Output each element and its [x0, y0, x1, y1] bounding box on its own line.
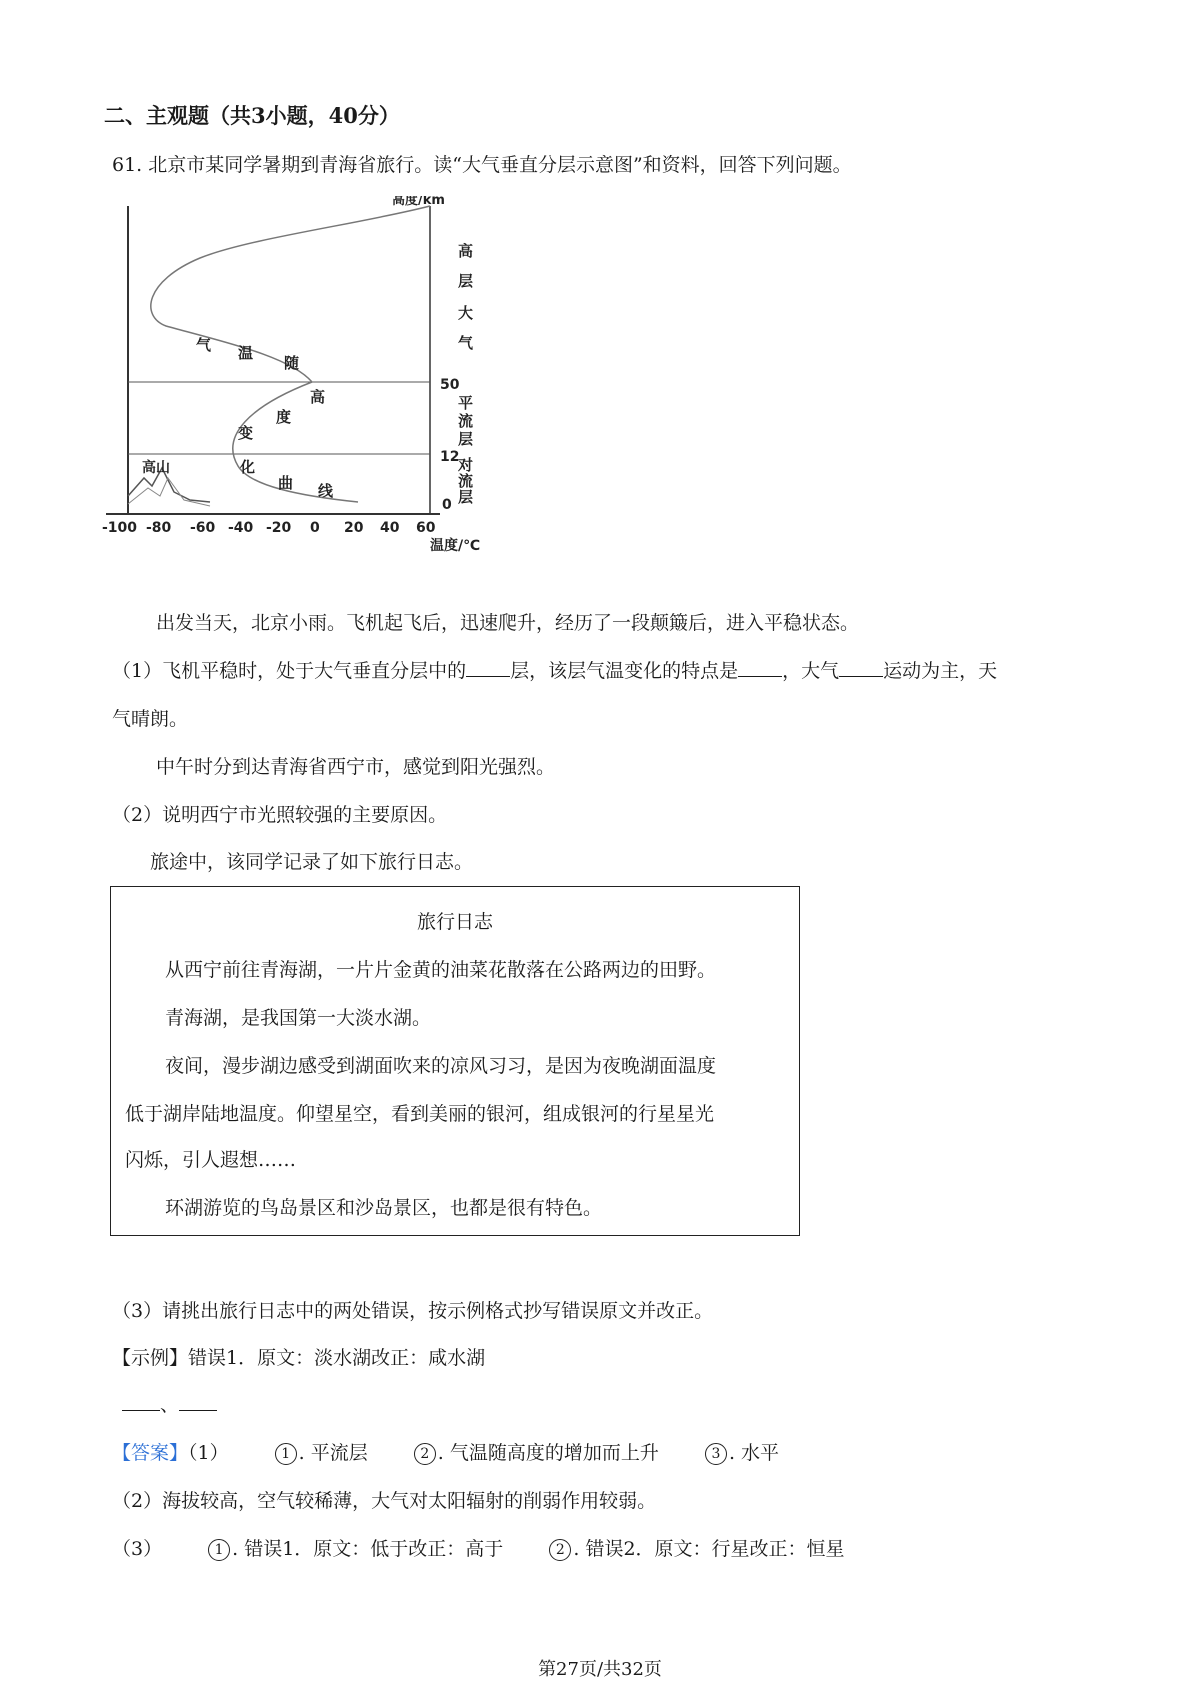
curve-label-char: 度	[276, 408, 292, 426]
answer-3	[112, 1534, 845, 1561]
q1-mid2: ，大气	[782, 660, 840, 682]
travel-log-box	[110, 886, 800, 1236]
curve-label-char: 随	[284, 354, 300, 372]
question-2: （2）说明西宁市光照较强的主要原因。	[112, 804, 448, 826]
example-line: 【示例】错误1．原文：淡水湖改正：咸水湖	[112, 1347, 486, 1369]
question-intro: 61. 北京市某同学暑期到青海省旅行。读“大气垂直分层示意图”和资料，回答下列问题。	[112, 154, 852, 176]
upper-layer-char: 大	[458, 304, 474, 322]
upper-layer-char: 气	[458, 334, 474, 352]
q1-prefix: （1）飞机平稳时，处于大气垂直分层中的	[112, 660, 467, 682]
curve-label-char: 温	[238, 344, 254, 362]
answer-item: . 错误1．原文：低于改正：高于	[232, 1538, 504, 1560]
circled-number: 1	[275, 1443, 297, 1465]
x-tick: 40	[380, 520, 400, 536]
circled-number: 2	[414, 1443, 436, 1465]
travel-log-line: 夜间，漫步湖边感受到湖面吹来的凉风习习，是因为夜晚湖面温度	[165, 1055, 717, 1077]
x-tick: 0	[310, 520, 320, 536]
answer-blank[interactable]	[122, 1392, 160, 1411]
circled-number: 2	[549, 1539, 571, 1561]
tropo-layer-char: 层	[458, 488, 474, 506]
answer-item: . 错误2．原文：行星改正：恒星	[573, 1538, 845, 1560]
circled-number: 3	[705, 1443, 727, 1465]
answer-item: . 气温随高度的增加而上升	[437, 1442, 659, 1464]
tropo-layer-char: 对	[458, 456, 474, 474]
x-tick: -80	[146, 520, 172, 536]
answer-blank[interactable]	[738, 658, 782, 677]
answer-1-prefix: （1）	[188, 1442, 229, 1464]
answer-item: . 水平	[728, 1442, 780, 1464]
curve-label-char: 气	[196, 336, 212, 354]
q1-suffix: 运动为主，天	[883, 660, 998, 682]
answer-blanks-line	[122, 1390, 217, 1417]
paragraph-journal-intro: 旅途中，该同学记录了如下旅行日志。	[150, 851, 474, 873]
travel-log-line: 闪烁，引人遐想……	[125, 1149, 297, 1171]
answer-3-prefix: （3）	[112, 1538, 163, 1560]
tropo-layer-char: 流	[458, 472, 474, 490]
question-1-line2: 气晴朗。	[112, 708, 189, 730]
x-axis-label: 温度/℃	[430, 538, 481, 554]
upper-layer-char: 层	[458, 272, 474, 290]
travel-log-line: 环湖游览的鸟岛景区和沙岛景区，也都是很有特色。	[165, 1197, 603, 1219]
answer-2: （2）海拔较高，空气较稀薄，大气对太阳辐射的削弱作用较弱。	[112, 1490, 657, 1512]
atmosphere-diagram	[100, 196, 500, 591]
strato-layer-char: 流	[458, 412, 474, 430]
x-tick: 60	[416, 520, 436, 536]
x-tick: -60	[190, 520, 216, 536]
x-tick: -20	[266, 520, 292, 536]
q1-mid1: 层，该层气温变化的特点是	[510, 660, 739, 682]
travel-log-title: 旅行日志	[416, 911, 493, 933]
x-tick: 20	[344, 520, 364, 536]
curve-label-char: 变	[238, 424, 254, 442]
question-1	[112, 656, 997, 683]
question-3: （3）请挑出旅行日志中的两处错误，按示例格式抄写错误原文并改正。	[112, 1300, 714, 1322]
curve-label-char: 高	[310, 388, 326, 406]
y-axis-label: 高度/km	[392, 196, 445, 208]
curve-label-char: 线	[318, 482, 334, 500]
section-title: 二、主观题（共3小题，40分）	[104, 103, 400, 128]
strato-layer-char: 平	[458, 394, 474, 412]
blank-separator: 、	[160, 1394, 180, 1416]
y-tick-50: 50	[440, 377, 460, 393]
answer-1	[112, 1438, 779, 1465]
y-tick-12: 12	[440, 449, 460, 465]
circled-number: 1	[208, 1539, 230, 1561]
travel-log-line: 低于湖岸陆地温度。仰望星空，看到美丽的银河，组成银河的行星星光	[125, 1103, 715, 1125]
paragraph-depart: 出发当天，北京小雨。飞机起飞后，迅速爬升，经历了一段颠簸后，进入平稳状态。	[156, 612, 860, 634]
y-tick-0: 0	[442, 497, 452, 513]
curve-label-char: 化	[240, 458, 256, 476]
travel-log-line: 从西宁前往青海湖，一片片金黄的油菜花散落在公路两边的田野。	[165, 959, 717, 981]
answer-item: . 平流层	[298, 1442, 368, 1464]
answer-blank[interactable]	[179, 1392, 217, 1411]
travel-log-line: 青海湖，是我国第一大淡水湖。	[165, 1007, 432, 1029]
answer-blank[interactable]	[466, 658, 510, 677]
page-footer: 第27页/共32页	[538, 1659, 662, 1680]
upper-layer-char: 高	[458, 242, 474, 260]
x-tick: -40	[228, 520, 254, 536]
answer-tag: 【答案】	[112, 1442, 189, 1464]
curve-label-char: 曲	[278, 474, 294, 492]
mountain-label: 高山	[142, 460, 170, 476]
x-tick: -100	[102, 520, 138, 536]
paragraph-noon: 中午时分到达青海省西宁市，感觉到阳光强烈。	[156, 756, 556, 778]
strato-layer-char: 层	[458, 430, 474, 448]
answer-blank[interactable]	[839, 658, 883, 677]
